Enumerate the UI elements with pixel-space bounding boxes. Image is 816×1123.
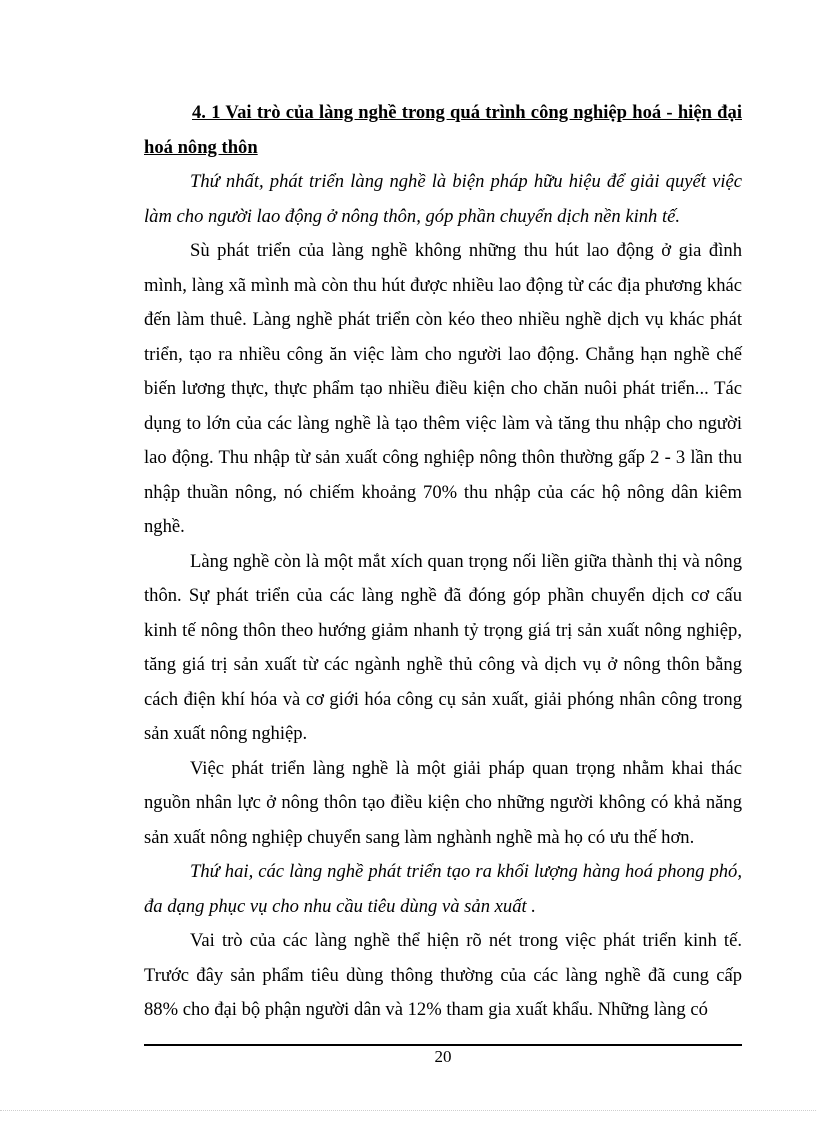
paragraph-5: Thứ hai, các làng nghề phát triển tạo ra khối lượng hàng hoá phong phó, đa dạng phục vụ cho nhu cầu tiêu dùng và sản xuất . bbox=[144, 861, 742, 917]
paragraph-2: Sù phát triển của làng nghề không những thu hút lao động ở gia đình mình, làng xã mình mà còn thu hút được nhiều lao động từ các địa phương khác đến làm thuê. Làng nghề phát triển còn kéo theo nhiều nghề dịch vụ khác phát triển, tạo ra nhiều công ăn việc làm cho người lao động. Chẳng hạn nghề chế biến lương thực, thực phẩm tạo nhiều điều kiện cho chăn nuôi phát triển... Tác dụng to lớn của các làng nghề là tạo thêm việc làm và tăng thu nhập cho người lao động. Thu nhập từ sản xuất công nghiệp nông thôn thường gấp 2 - 3 lần thu nhập thuần nông, nó chiếm khoảng 70% thu nhập của các hộ nông dân kiêm nghề. bbox=[144, 240, 742, 537]
paragraph-1: Thứ nhất, phát triển làng nghề là biện pháp hữu hiệu để giải quyết việc làm cho người lao động ở nông thôn, góp phần chuyển dịch nền kinh tế. bbox=[144, 171, 742, 227]
page-number: 20 bbox=[434, 1047, 452, 1066]
page-bottom-edge bbox=[0, 1110, 816, 1111]
document-body bbox=[144, 96, 742, 1028]
section-heading bbox=[144, 96, 742, 165]
paragraph-3: Làng nghề còn là một mắt xích quan trọng nối liền giữa thành thị và nông thôn. Sự phát triển của các làng nghề đã đóng góp phần chuyển dịch cơ cấu kinh tế nông thôn theo hướng giảm nhanh tỷ trọng giá trị sản xuất nông nghiệp, tăng giá trị sản xuất từ các ngành nghề thủ công và dịch vụ ở nông thôn bằng cách điện khí hóa và cơ giới hóa công cụ sản xuất, giải phóng nhân công trong sản xuất nông nghiệp. bbox=[144, 550, 742, 744]
paragraph-4: Việc phát triển làng nghề là một giải pháp quan trọng nhằm khai thác nguồn nhân lực ở nông thôn tạo điều kiện cho những người không có khả năng sản xuất nông nghiệp chuyển sang làm nghành nghề mà họ có ưu thế hơn. bbox=[144, 757, 742, 848]
section-heading-text: 4. 1 Vai trò của làng nghề trong quá trình công nghiệp hoá - hiện đại hoá nông thôn bbox=[144, 102, 742, 158]
paragraph-6: Vai trò của các làng nghề thể hiện rõ nét trong việc phát triển kinh tế. Trước đây sản phẩm tiêu dùng thông thường của các làng nghề đã cung cấp 88% cho đại bộ phận người dân và 12% tham gia xuất khẩu. Những làng có bbox=[144, 930, 742, 1020]
